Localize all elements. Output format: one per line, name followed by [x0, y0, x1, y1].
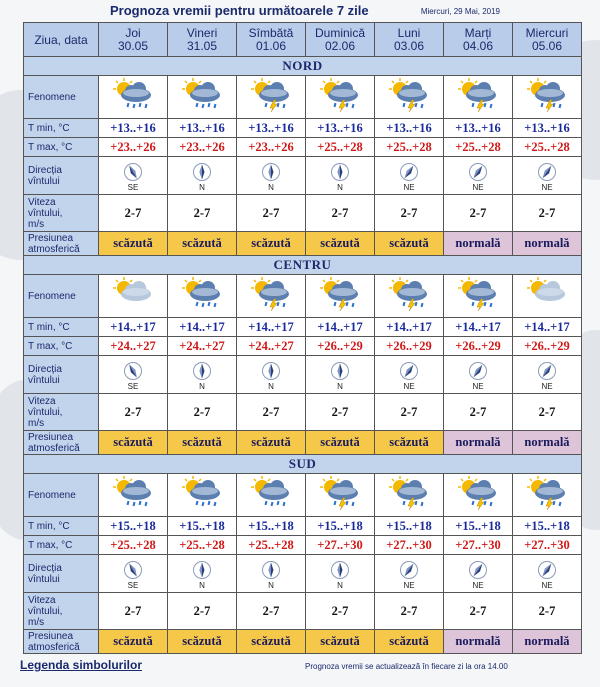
phenomena-cell — [237, 474, 306, 517]
tmax-label — [24, 536, 99, 555]
tmax-value: +25..+28 — [306, 138, 375, 157]
day-date: 03.06 — [393, 38, 425, 53]
phenomena-cell — [306, 275, 375, 318]
wind-speed-value: 2-7 — [168, 394, 237, 431]
tmin-row — [24, 119, 582, 138]
phenomena-cell — [513, 474, 582, 517]
pressure-value: scăzută — [375, 630, 444, 654]
storm-cloud-sun-icon — [248, 78, 294, 112]
phenomena-cell — [306, 76, 375, 119]
wind-direction-row — [24, 157, 582, 195]
wind-arrow-icon — [537, 162, 557, 182]
pressure-label-text: atmosferică — [28, 442, 80, 454]
region-name: SUD — [288, 456, 317, 471]
tmax-value: +26..+29 — [375, 337, 444, 356]
wind-arrow-icon — [330, 361, 350, 381]
update-note: Prognoza vremii se actualizează în fiecare zi la ora 14.00 — [305, 662, 508, 671]
wind-direction-label-text: Direcția — [28, 363, 62, 375]
tmax-value: +24..+27 — [99, 337, 168, 356]
wind-direction-value: NE — [541, 182, 553, 192]
day-name: Vineri — [186, 25, 218, 40]
tmin-value: +15..+18 — [444, 517, 513, 536]
phenomena-cell — [99, 76, 168, 119]
wind-arrow-icon — [261, 361, 281, 381]
phenomena-cell — [168, 275, 237, 318]
phenomena-cell — [444, 76, 513, 119]
tmax-value: +23..+26 — [168, 138, 237, 157]
pressure-value: scăzută — [237, 630, 306, 654]
day-header — [306, 23, 375, 57]
tmin-value: +13..+16 — [513, 119, 582, 138]
day-header — [168, 23, 237, 57]
tmax-value: +23..+26 — [237, 138, 306, 157]
phenomena-cell — [375, 76, 444, 119]
tmin-value: +13..+16 — [306, 119, 375, 138]
tmin-label — [24, 119, 99, 138]
phenomena-label — [24, 76, 99, 119]
wind-direction-row — [24, 356, 582, 394]
sun-cloud-icon — [110, 277, 156, 311]
phenomena-cell — [444, 275, 513, 318]
wind-direction-row — [24, 555, 582, 593]
wind-direction-value: NE — [472, 182, 484, 192]
wind-direction-cell — [513, 356, 582, 394]
tmax-value: +27..+30 — [306, 536, 375, 555]
pressure-value: scăzută — [168, 630, 237, 654]
pressure-value: scăzută — [168, 431, 237, 455]
wind-direction-value: NE — [403, 182, 415, 192]
wind-speed-value: 2-7 — [168, 593, 237, 630]
current-date: Miercuri, 29 Mai, 2019 — [420, 7, 500, 16]
wind-arrow-icon — [123, 560, 143, 580]
wind-direction-value: NE — [541, 580, 553, 590]
tmax-value: +25..+28 — [168, 536, 237, 555]
day-name: Joi — [125, 25, 141, 40]
wind-direction-value: NE — [403, 381, 415, 391]
wind-speed-label — [24, 394, 99, 431]
wind-direction-value: N — [199, 381, 205, 391]
pressure-value: scăzută — [375, 232, 444, 256]
tmax-value: +27..+30 — [513, 536, 582, 555]
pressure-value: scăzută — [99, 431, 168, 455]
wind-direction-cell — [513, 157, 582, 195]
pressure-value: scăzută — [375, 431, 444, 455]
wind-speed-label — [24, 195, 99, 232]
wind-arrow-icon — [192, 560, 212, 580]
phenomena-label-text: Fenomene — [28, 489, 76, 501]
wind-arrow-icon — [468, 162, 488, 182]
wind-direction-value: SE — [127, 580, 139, 590]
pressure-value: normală — [444, 232, 513, 256]
tmin-value: +13..+16 — [444, 119, 513, 138]
wind-direction-value: NE — [472, 580, 484, 590]
wind-speed-label-text: Viteza — [28, 196, 56, 208]
wind-direction-value: N — [337, 182, 343, 192]
pressure-label-text: atmosferică — [28, 243, 80, 255]
wind-direction-value: N — [268, 580, 274, 590]
wind-speed-label-text: Viteza — [28, 395, 56, 407]
phenomena-cell — [513, 76, 582, 119]
storm-cloud-sun-icon — [524, 476, 570, 510]
tmin-value: +15..+18 — [237, 517, 306, 536]
wind-speed-row — [24, 195, 582, 232]
phenomena-label — [24, 474, 99, 517]
tmax-value: +25..+28 — [513, 138, 582, 157]
wind-speed-value: 2-7 — [444, 195, 513, 232]
day-header — [444, 23, 513, 57]
wind-direction-value: NE — [472, 381, 484, 391]
pressure-row — [24, 431, 582, 455]
storm-cloud-sun-icon — [386, 476, 432, 510]
wind-speed-value: 2-7 — [513, 394, 582, 431]
tmin-label — [24, 517, 99, 536]
tmin-value: +14..+17 — [513, 318, 582, 337]
region-title — [24, 57, 582, 76]
storm-cloud-sun-icon — [455, 277, 501, 311]
phenomena-cell — [513, 275, 582, 318]
tmin-label-text: T min, °C — [28, 520, 70, 532]
wind-direction-cell — [99, 555, 168, 593]
wind-speed-value: 2-7 — [99, 195, 168, 232]
wind-speed-label-text: vîntului, — [28, 406, 63, 418]
forecast-table — [23, 22, 582, 654]
pressure-value: normală — [513, 232, 582, 256]
day-name: Sîmbătă — [248, 25, 294, 40]
tmax-label — [24, 138, 99, 157]
wind-speed-value: 2-7 — [375, 394, 444, 431]
tmin-value: +13..+16 — [99, 119, 168, 138]
storm-cloud-sun-icon — [455, 476, 501, 510]
wind-direction-value: N — [337, 580, 343, 590]
phenomena-row — [24, 76, 582, 119]
storm-cloud-sun-icon — [386, 277, 432, 311]
phenomena-cell — [306, 474, 375, 517]
wind-speed-label-text: m/s — [28, 218, 45, 230]
storm-cloud-sun-icon — [317, 476, 363, 510]
day-header — [99, 23, 168, 57]
tmin-value: +14..+17 — [99, 318, 168, 337]
day-header — [513, 23, 582, 57]
tmin-value: +15..+18 — [168, 517, 237, 536]
wind-direction-cell — [99, 157, 168, 195]
wind-direction-value: SE — [127, 182, 139, 192]
phenomena-row — [24, 275, 582, 318]
wind-arrow-icon — [330, 560, 350, 580]
wind-direction-cell — [444, 356, 513, 394]
wind-direction-value: N — [268, 381, 274, 391]
storm-cloud-sun-icon — [455, 78, 501, 112]
tmax-row — [24, 138, 582, 157]
tmax-value: +26..+29 — [444, 337, 513, 356]
wind-arrow-icon — [123, 162, 143, 182]
tmax-label — [24, 337, 99, 356]
tmax-value: +26..+29 — [513, 337, 582, 356]
day-name: Duminică — [314, 25, 365, 40]
phenomena-cell — [375, 474, 444, 517]
wind-speed-value: 2-7 — [306, 195, 375, 232]
phenomena-cell — [375, 275, 444, 318]
wind-direction-label-text: vîntului — [28, 175, 60, 187]
day-header — [375, 23, 444, 57]
wind-arrow-icon — [399, 361, 419, 381]
wind-direction-label-text: vîntului — [28, 573, 60, 585]
day-date: 01.06 — [255, 38, 287, 53]
wind-speed-label-text: m/s — [28, 616, 45, 628]
phenomena-cell — [237, 275, 306, 318]
tmax-label-text: T max, °C — [28, 141, 73, 153]
wind-speed-value: 2-7 — [99, 394, 168, 431]
phenomena-label-text: Fenomene — [28, 290, 76, 302]
wind-direction-cell — [306, 555, 375, 593]
rain-cloud-sun-icon — [110, 78, 156, 112]
phenomena-cell — [99, 275, 168, 318]
storm-cloud-sun-icon — [524, 78, 570, 112]
tmin-label-text: T min, °C — [28, 321, 70, 333]
pressure-value: normală — [513, 630, 582, 654]
tmin-row — [24, 318, 582, 337]
wind-direction-value: N — [199, 580, 205, 590]
pressure-value: scăzută — [99, 232, 168, 256]
phenomena-row — [24, 474, 582, 517]
phenomena-label-text: Fenomene — [28, 91, 76, 103]
tmin-label — [24, 318, 99, 337]
tmax-value: +25..+28 — [99, 536, 168, 555]
date-column-header — [24, 23, 99, 57]
day-header — [237, 23, 306, 57]
legend-link[interactable]: Legenda simbolurilor — [20, 658, 143, 672]
region-row — [24, 256, 582, 275]
wind-direction-label — [24, 157, 99, 195]
tmin-value: +15..+18 — [306, 517, 375, 536]
tmin-value: +14..+17 — [306, 318, 375, 337]
tmax-value: +26..+29 — [306, 337, 375, 356]
region-row — [24, 57, 582, 76]
tmin-value: +15..+18 — [513, 517, 582, 536]
rain-cloud-sun-icon — [179, 476, 225, 510]
wind-direction-value: NE — [541, 381, 553, 391]
wind-direction-label-text: vîntului — [28, 374, 60, 386]
day-date: 31.05 — [186, 38, 218, 53]
wind-direction-cell — [99, 356, 168, 394]
pressure-label — [24, 431, 99, 455]
pressure-value: normală — [513, 431, 582, 455]
phenomena-cell — [168, 474, 237, 517]
header-row — [24, 23, 582, 57]
wind-direction-cell — [444, 555, 513, 593]
rain-cloud-sun-icon — [179, 78, 225, 112]
pressure-label-text: Presiunea — [28, 232, 74, 244]
wind-speed-label-text: Viteza — [28, 594, 56, 606]
wind-arrow-icon — [123, 361, 143, 381]
tmax-label-text: T max, °C — [28, 340, 73, 352]
wind-speed-value: 2-7 — [513, 593, 582, 630]
tmax-value: +23..+26 — [99, 138, 168, 157]
day-name: Marți — [464, 25, 492, 40]
tmax-value: +25..+28 — [375, 138, 444, 157]
pressure-label — [24, 232, 99, 256]
tmax-row — [24, 337, 582, 356]
region-row — [24, 455, 582, 474]
page-header — [0, 0, 600, 22]
tmin-value: +13..+16 — [375, 119, 444, 138]
phenomena-cell — [168, 76, 237, 119]
tmin-value: +13..+16 — [168, 119, 237, 138]
rain-cloud-sun-icon — [179, 277, 225, 311]
wind-direction-value: N — [268, 182, 274, 192]
tmin-value: +15..+18 — [99, 517, 168, 536]
wind-direction-value: N — [337, 381, 343, 391]
wind-direction-cell — [237, 555, 306, 593]
region-title — [24, 256, 582, 275]
tmin-row — [24, 517, 582, 536]
pressure-label-text: Presiunea — [28, 431, 74, 443]
wind-arrow-icon — [261, 560, 281, 580]
storm-cloud-sun-icon — [386, 78, 432, 112]
wind-arrow-icon — [330, 162, 350, 182]
wind-direction-cell — [168, 356, 237, 394]
region-name: CENTRU — [273, 257, 332, 272]
wind-arrow-icon — [468, 560, 488, 580]
pressure-value: normală — [444, 431, 513, 455]
day-date: 04.06 — [462, 38, 494, 53]
tmin-value: +14..+17 — [237, 318, 306, 337]
wind-speed-value: 2-7 — [237, 195, 306, 232]
pressure-value: scăzută — [237, 232, 306, 256]
pressure-label — [24, 630, 99, 654]
wind-speed-value: 2-7 — [375, 593, 444, 630]
pressure-label-text: atmosferică — [28, 641, 80, 653]
wind-direction-label-text: Direcția — [28, 164, 62, 176]
pressure-value: scăzută — [306, 630, 375, 654]
phenomena-label — [24, 275, 99, 318]
wind-direction-cell — [306, 157, 375, 195]
wind-speed-label-text: m/s — [28, 417, 45, 429]
region-name: NORD — [282, 58, 323, 73]
day-date: 05.06 — [531, 38, 563, 53]
wind-direction-cell — [513, 555, 582, 593]
wind-direction-cell — [375, 157, 444, 195]
pressure-value: scăzută — [306, 431, 375, 455]
tmax-value: +25..+28 — [237, 536, 306, 555]
tmin-value: +14..+17 — [444, 318, 513, 337]
storm-cloud-sun-icon — [317, 277, 363, 311]
wind-arrow-icon — [192, 361, 212, 381]
tmax-value: +27..+30 — [375, 536, 444, 555]
pressure-row — [24, 232, 582, 256]
tmax-row — [24, 536, 582, 555]
tmax-value: +24..+27 — [237, 337, 306, 356]
wind-arrow-icon — [399, 162, 419, 182]
wind-speed-value: 2-7 — [99, 593, 168, 630]
wind-direction-label — [24, 356, 99, 394]
wind-direction-cell — [237, 157, 306, 195]
wind-direction-cell — [237, 356, 306, 394]
day-date: 30.05 — [117, 38, 149, 53]
wind-direction-value: SE — [127, 381, 139, 391]
phenomena-cell — [99, 474, 168, 517]
tmin-label-text: T min, °C — [28, 122, 70, 134]
wind-speed-value: 2-7 — [513, 195, 582, 232]
storm-cloud-sun-icon — [248, 277, 294, 311]
wind-direction-cell — [375, 356, 444, 394]
tmin-value: +13..+16 — [237, 119, 306, 138]
wind-speed-value: 2-7 — [306, 394, 375, 431]
wind-speed-value: 2-7 — [237, 394, 306, 431]
cloud-sun-icon — [524, 277, 570, 311]
wind-speed-value: 2-7 — [444, 593, 513, 630]
wind-speed-value: 2-7 — [306, 593, 375, 630]
wind-speed-row — [24, 593, 582, 630]
wind-direction-label-text: Direcția — [28, 562, 62, 574]
wind-speed-label — [24, 593, 99, 630]
rain-cloud-sun-icon — [248, 476, 294, 510]
pressure-value: scăzută — [237, 431, 306, 455]
wind-direction-cell — [306, 356, 375, 394]
wind-arrow-icon — [537, 560, 557, 580]
wind-direction-value: N — [199, 182, 205, 192]
day-name: Miercuri — [525, 25, 569, 40]
wind-speed-label-text: vîntului, — [28, 207, 63, 219]
tmin-value: +14..+17 — [168, 318, 237, 337]
tmax-label-text: T max, °C — [28, 539, 73, 551]
wind-speed-value: 2-7 — [237, 593, 306, 630]
pressure-value: scăzută — [306, 232, 375, 256]
pressure-value: scăzută — [168, 232, 237, 256]
wind-speed-value: 2-7 — [375, 195, 444, 232]
region-title — [24, 455, 582, 474]
wind-direction-label — [24, 555, 99, 593]
phenomena-cell — [444, 474, 513, 517]
tmax-value: +25..+28 — [444, 138, 513, 157]
storm-cloud-sun-icon — [317, 78, 363, 112]
page-title: Prognoza vremii pentru următoarele 7 zile — [110, 3, 369, 18]
tmin-value: +14..+17 — [375, 318, 444, 337]
wind-arrow-icon — [399, 560, 419, 580]
wind-direction-cell — [375, 555, 444, 593]
wind-speed-value: 2-7 — [444, 394, 513, 431]
wind-arrow-icon — [537, 361, 557, 381]
tmax-value: +27..+30 — [444, 536, 513, 555]
wind-direction-cell — [444, 157, 513, 195]
day-date: 02.06 — [324, 38, 356, 53]
wind-arrow-icon — [192, 162, 212, 182]
wind-speed-label-text: vîntului, — [28, 605, 63, 617]
wind-direction-value: NE — [403, 580, 415, 590]
wind-speed-value: 2-7 — [168, 195, 237, 232]
pressure-value: normală — [444, 630, 513, 654]
day-name: Luni — [397, 25, 421, 40]
phenomena-cell — [237, 76, 306, 119]
tmax-value: +24..+27 — [168, 337, 237, 356]
wind-arrow-icon — [468, 361, 488, 381]
pressure-row — [24, 630, 582, 654]
wind-arrow-icon — [261, 162, 281, 182]
date-column-header-text: Ziua, data — [34, 32, 88, 47]
pressure-label-text: Presiunea — [28, 630, 74, 642]
wind-speed-row — [24, 394, 582, 431]
wind-direction-cell — [168, 555, 237, 593]
tmin-value: +15..+18 — [375, 517, 444, 536]
pressure-value: scăzută — [99, 630, 168, 654]
rain-cloud-sun-icon — [110, 476, 156, 510]
wind-direction-cell — [168, 157, 237, 195]
